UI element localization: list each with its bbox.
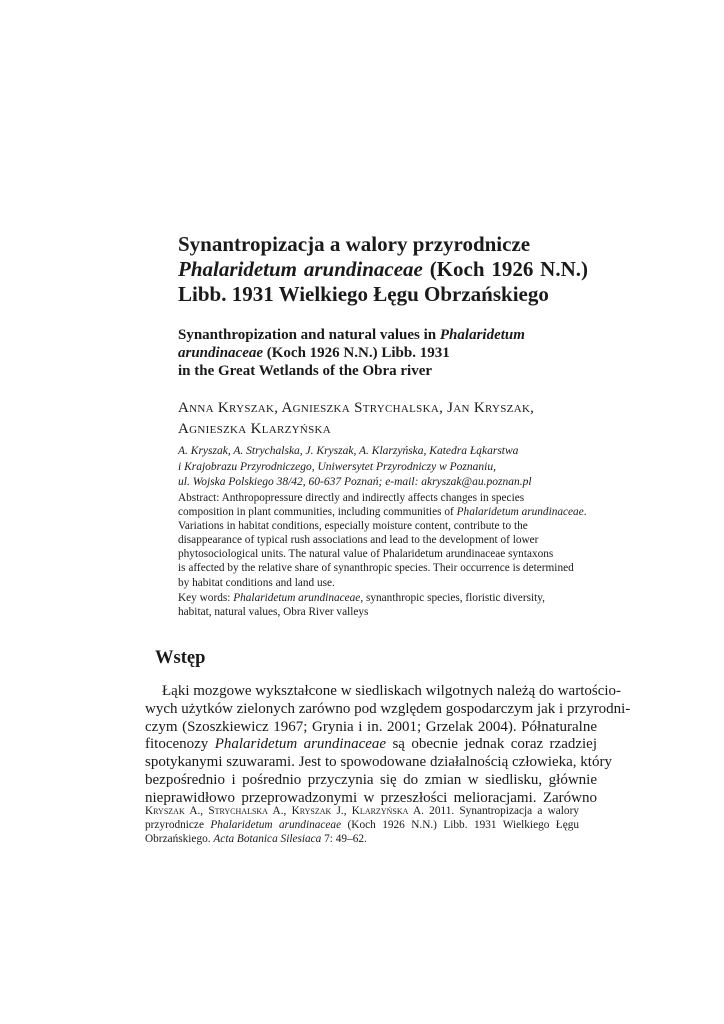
english-title-genus: Phalaridetum: [439, 327, 525, 343]
body-line-4: [145, 736, 597, 754]
abstract-period: .: [583, 506, 587, 519]
title-species-name: Phalaridetum arundinaceae: [178, 257, 423, 281]
english-title-text: Synanthropization and natural values in: [178, 327, 437, 343]
abstract-line-4: disappearance of typical rush associations and lead to the development of lower: [178, 534, 539, 547]
citation-authors: Kryszak A., Strychalska A., Kryszak J., Klarzyńska A.: [145, 805, 424, 817]
abstract-species: Phalaridetum arundinaceae: [456, 506, 584, 519]
english-title-line-2: [178, 344, 550, 362]
body-species: Phalaridetum arundinaceae: [214, 736, 387, 753]
english-title-line-1: [178, 326, 550, 344]
citation-title-text: przyrodnicze: [145, 819, 204, 832]
affiliation-line-1: A. Kryszak, A. Strychalska, J. Kryszak, A. Klarzyńska, Katedra Łąkarstwa: [178, 445, 519, 457]
english-title-authority: (Koch 1926 N.N.) Libb. 1931: [266, 345, 450, 361]
keywords-line-1: [178, 591, 578, 605]
citation-pages: 7: 49–62.: [324, 833, 367, 846]
abstract-line-5: phytosociological units. The natural value of Phalaridetum arundinaceae syntaxons: [178, 548, 554, 561]
abstract-line-6: is affected by the relative share of synanthropic species. Their occurrence is determined: [178, 562, 574, 575]
affiliation-line-3: ul. Wojska Polskiego 38/42, 60-637 Poznań; e-mail: akryszak@au.poznan.pl: [178, 476, 532, 488]
citation-title-rest: (Koch 1926 N.N.) Libb. 1931 Wielkiego Łęgu: [347, 819, 580, 832]
title-authority: (Koch 1926 N.N.): [429, 257, 588, 281]
title-line-2: [178, 257, 588, 282]
keywords: [178, 591, 578, 619]
citation-line-2: [145, 818, 579, 832]
abstract-line-1: Abstract: Anthropopressure directly and indirectly affects changes in species: [178, 492, 525, 504]
paper-title: [178, 232, 588, 307]
affiliation-line-2: i Krajobrazu Przyrodniczego, Uniwersytet Przyrodniczy w Poznaniu,: [178, 460, 496, 473]
body-text: fitocenozy: [145, 736, 209, 753]
body-line-6: bezpośrednio i pośrednio przyczynia się do zmian w siedlisku, głównie: [145, 771, 597, 788]
abstract: [178, 491, 587, 590]
keywords-line-2: habitat, natural values, Obra River valleys: [178, 606, 369, 619]
keywords-species: Phalaridetum arundinaceae: [233, 592, 361, 604]
authors-line-1: Anna Kryszak, Agnieszka Strychalska, Jan Kryszak,: [178, 400, 535, 416]
citation-line-1: [145, 804, 579, 818]
english-title: [178, 326, 550, 380]
author-list: [178, 398, 578, 440]
citation-line-3: [145, 832, 579, 846]
body-line-5: spotykanymi szuwarami. Jest to spowodowane działalnością człowieka, który: [145, 754, 612, 771]
english-title-species: arundinaceae: [178, 345, 264, 361]
abstract-line-2: [178, 505, 587, 519]
abstract-text: composition in plant communities, including communities of: [178, 506, 454, 519]
authors-line-2: Agnieszka Klarzyńska: [178, 421, 332, 437]
body-paragraph: [145, 683, 631, 808]
body-line-1: Łąki mozgowe wykształcone w siedliskach wilgotnych należą do wartościo-: [162, 683, 622, 699]
body-line-2: wych użytków zielonych zarówno pod względem gospodarczym jak i przyrodni-: [145, 700, 631, 717]
keywords-label: Key words:: [178, 592, 231, 604]
body-line-7: nieprawidłowo przeprowadzonymi w przeszłości melioracjami. Zarówno: [145, 789, 597, 806]
citation-species: Phalaridetum arundinaceae: [210, 819, 342, 832]
abstract-line-7: by habitat conditions and land use.: [178, 576, 335, 589]
body-text-rest: są obecnie jednak coraz rzadziej: [392, 736, 598, 753]
english-title-line-3: in the Great Wetlands of the Obra river: [178, 363, 433, 379]
citation-journal: Acta Botanica Silesiaca: [213, 833, 322, 846]
affiliation: [178, 444, 578, 491]
citation-title-end: Obrzańskiego.: [145, 833, 211, 846]
title-line-1: Synantropizacja a walory przyrodnicze: [178, 232, 531, 256]
keywords-text: , synanthropic species, floristic diversity,: [360, 592, 545, 604]
title-line-3: Libb. 1931 Wielkiego Łęgu Obrzańskiego: [178, 282, 549, 306]
section-heading: Wstęp: [155, 648, 206, 668]
citation: [145, 804, 579, 847]
body-line-3: czym (Szoszkiewicz 1967; Grynia i in. 2001; Grzelak 2004). Półnaturalne: [145, 718, 597, 735]
citation-year-title: 2011. Synantropizacja a walory: [429, 805, 579, 817]
abstract-line-3: Variations in habitat conditions, especially moisture content, contribute to the: [178, 520, 528, 533]
